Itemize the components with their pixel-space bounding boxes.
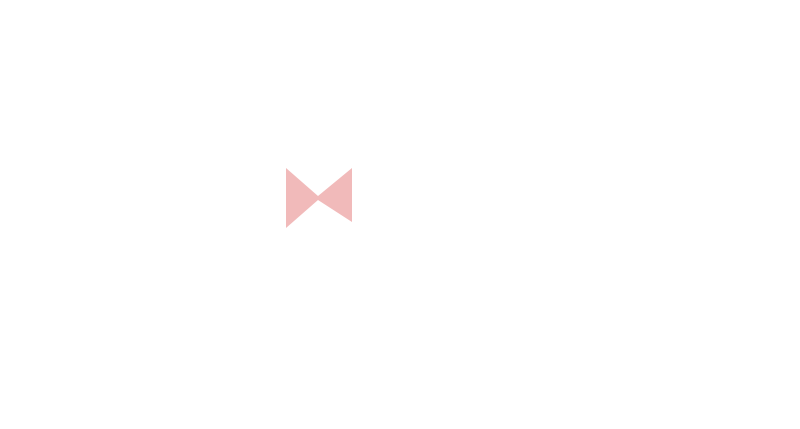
watermark-logo [286, 168, 352, 228]
watermark-shape [286, 168, 352, 228]
